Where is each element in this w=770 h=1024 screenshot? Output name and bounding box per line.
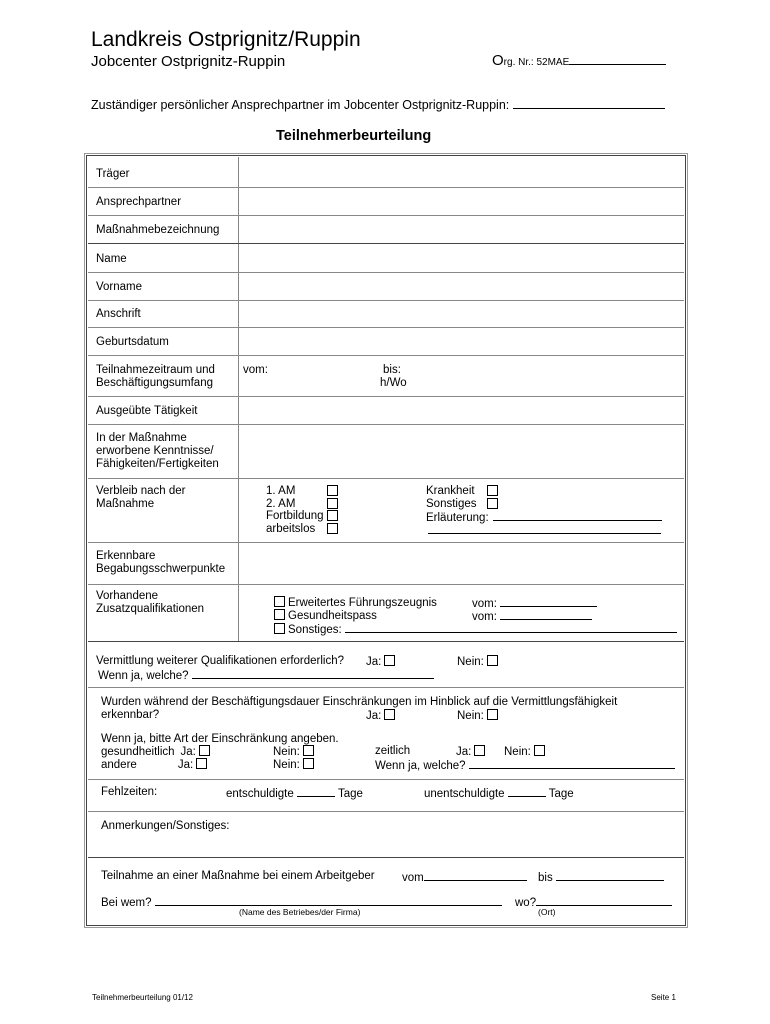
arbeitgeber-vom: vom [402, 870, 527, 884]
einschraenkungen-art: Wenn ja, bitte Art der Einschränkung angeben. [101, 733, 339, 745]
checkbox-arbeitslos[interactable] [327, 523, 338, 534]
fehlzeiten-label: Fehlzeiten: [101, 786, 158, 798]
verbleib-am2: 2. AM [266, 498, 296, 510]
erlaeuterung-field[interactable] [493, 510, 662, 521]
org-number: Org. Nr.: 52MAE [492, 52, 666, 69]
row-label-kenntnisse: In der Maßnahme erworbene Kenntnisse/ Fähigkeiten/Fertigkeiten [96, 432, 219, 470]
zeitlich-nein: Nein: [504, 745, 548, 758]
checkbox-verbleib-sonstiges[interactable] [487, 498, 498, 509]
row-label-vorname: Vorname [96, 281, 143, 293]
row-label-verbleib: Verbleib nach der Maßnahme [96, 485, 186, 510]
arbeitgeber-vom-field[interactable] [424, 870, 527, 881]
vermittlung-welche-field[interactable] [192, 668, 434, 679]
checkbox-vermittlung-ja[interactable] [384, 655, 395, 666]
fehlzeiten-entschuldigt: entschuldigte Tage [226, 788, 363, 800]
vermittlung-welche: Wenn ja, welche? [98, 668, 434, 682]
anmerkungen-label: Anmerkungen/Sonstiges: [101, 820, 230, 832]
gesundheit-vom: vom: [472, 609, 592, 623]
footer-left: Teilnehmerbeurteilung 01/12 [92, 993, 193, 1002]
label-zeitlich: zeitlich [375, 745, 411, 757]
checkbox-andere-ja[interactable] [196, 758, 207, 769]
einschraenkungen-ja: Ja: [366, 709, 398, 722]
form-title: Teilnehmerbeurteilung [276, 128, 432, 144]
arbeitgeber-bis-field[interactable] [556, 870, 664, 881]
label-gesundheitlich: gesundheitlich Ja: [101, 745, 213, 758]
row-label-geburtsdatum: Geburtsdatum [96, 336, 169, 348]
gesundheit-vom-field[interactable] [500, 609, 592, 620]
zeitraum-hwo: h/Wo [380, 377, 407, 389]
verbleib-sonstiges: Sonstiges [426, 498, 477, 510]
bei-wem: Bei wem? [101, 895, 502, 909]
row-label-zeitraum: Teilnahmezeitraum und Beschäftigungsumfang [96, 364, 215, 389]
contact-person-field[interactable] [513, 98, 665, 109]
verbleib-fortbildung: Fortbildung [266, 510, 324, 522]
zeitlich-ja: Ja: [456, 745, 488, 758]
hint-firma: (Name des Betriebes/der Firma) [239, 907, 361, 917]
checkbox-gesundheitlich-nein[interactable] [303, 745, 314, 756]
footer-right: Seite 1 [651, 993, 676, 1002]
einschraenkungen-question-2: erkennbar? [101, 709, 160, 721]
einschraenkungen-welche-field[interactable] [469, 758, 675, 769]
checkbox-einschraenkungen-nein[interactable] [487, 709, 498, 720]
checkbox-am1[interactable] [327, 485, 338, 496]
fuehrung-vom-field[interactable] [500, 596, 597, 607]
checkbox-zusatz-sonstiges[interactable] [274, 623, 285, 634]
vermittlung-question: Vermittlung weiterer Qualifikationen erforderlich? [96, 655, 345, 667]
page-subtitle: Jobcenter Ostprignitz-Ruppin [91, 53, 286, 70]
verbleib-am1: 1. AM [266, 485, 296, 497]
bei-wem-field[interactable] [155, 895, 502, 906]
row-label-taetigkeit: Ausgeübte Tätigkeit [96, 405, 198, 417]
arbeitgeber-label: Teilnahme an einer Maßnahme bei einem Arbeitgeber [101, 870, 375, 882]
column-divider [238, 157, 239, 642]
vermittlung-nein: Nein: [457, 655, 501, 668]
checkbox-gesundheitlich-ja[interactable] [199, 745, 210, 756]
wo-field[interactable] [536, 895, 672, 906]
entschuldigte-field[interactable] [297, 786, 335, 797]
fehlzeiten-unentschuldigt: unentschuldigte Tage [424, 788, 574, 800]
vermittlung-ja: Ja: [366, 655, 398, 668]
page-title: Landkreis Ostprignitz/Ruppin [91, 28, 361, 51]
row-label-begabung: Erkennbare Begabungsschwerpunkte [96, 550, 226, 575]
org-number-field[interactable] [569, 54, 666, 65]
checkbox-andere-nein[interactable] [303, 758, 314, 769]
checkbox-gesundheitspass[interactable] [274, 609, 285, 620]
verbleib-krankheit: Krankheit [426, 485, 475, 497]
zeitraum-bis: bis: [383, 364, 401, 376]
erlaeuterung-field-2[interactable] [428, 523, 661, 534]
unentschuldigte-field[interactable] [508, 786, 546, 797]
verbleib-arbeitslos: arbeitslos [266, 523, 316, 535]
einschraenkungen-nein: Nein: [457, 709, 501, 722]
checkbox-vermittlung-nein[interactable] [487, 655, 498, 666]
zusatz-sonstiges: Sonstiges: [271, 622, 677, 636]
checkbox-am2[interactable] [327, 498, 338, 509]
checkbox-zeitlich-nein[interactable] [534, 745, 545, 756]
gesundheitlich-nein: Nein: [273, 745, 317, 758]
zusatz-fuehrung: Erweitertes Führungszeugnis [271, 596, 437, 609]
row-label-zusatz: Vorhandene Zusatzqualifikationen [96, 590, 205, 615]
row-label-name: Name [96, 253, 127, 265]
zusatz-gesundheit: Gesundheitspass [271, 609, 377, 622]
contact-person: Zuständiger persönlicher Ansprechpartner im Jobcenter Ostprignitz-Ruppin: [91, 98, 665, 112]
row-label-massnahme: Maßnahmebezeichnung [96, 224, 220, 236]
zusatz-sonstiges-field[interactable] [345, 622, 677, 633]
arbeitgeber-wo: wo? [515, 895, 672, 909]
hint-ort: (Ort) [538, 907, 556, 917]
verbleib-erlaeuterung: Erläuterung: [426, 510, 662, 524]
zeitraum-vom: vom: [243, 364, 268, 376]
label-andere: andere Ja: [101, 758, 210, 771]
checkbox-fortbildung[interactable] [327, 510, 338, 521]
row-label-traeger: Träger [96, 168, 130, 180]
einschraenkungen-question-1: Wurden während der Beschäftigungsdauer Einschränkungen im Hinblick auf die Vermittlungsfähigkeit [101, 696, 618, 708]
row-label-ansprechpartner: Ansprechpartner [96, 196, 182, 208]
fuehrung-vom: vom: [472, 596, 597, 610]
einschraenkungen-welche: Wenn ja, welche? [375, 758, 675, 772]
andere-nein: Nein: [273, 758, 317, 771]
checkbox-einschraenkungen-ja[interactable] [384, 709, 395, 720]
checkbox-zeitlich-ja[interactable] [474, 745, 485, 756]
arbeitgeber-bis: bis [538, 870, 664, 884]
checkbox-fuehrungszeugnis[interactable] [274, 596, 285, 607]
row-label-anschrift: Anschrift [96, 308, 141, 320]
checkbox-krankheit[interactable] [487, 485, 498, 496]
